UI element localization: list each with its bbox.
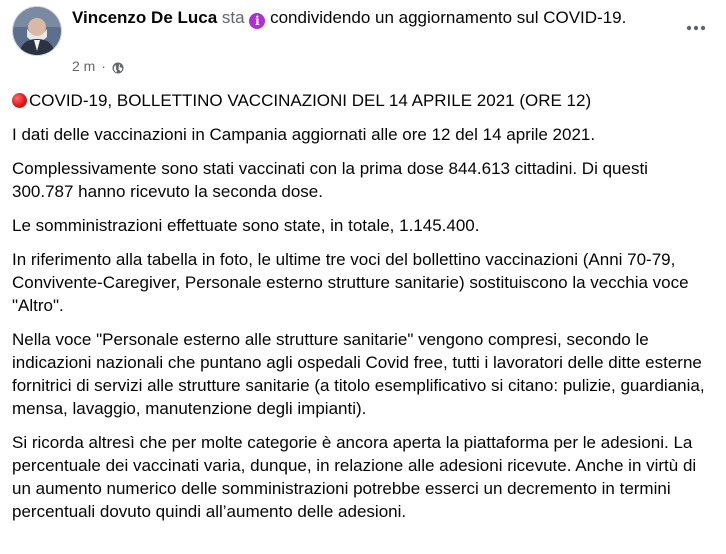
timestamp[interactable]: 2 m bbox=[72, 58, 96, 74]
globe-icon[interactable] bbox=[112, 60, 124, 78]
paragraph-3: Le somministrazioni effettuate sono state, in totale, 1.145.400. bbox=[12, 216, 480, 235]
paragraph-6: Si ricorda altresì che per molte categorie è ancora aperta la piattaforma per le adesioni. La percentuale dei vaccinati varia, dunque, in relazione alle adesioni ricevute. Anche in virtù di un aumento numerico delle somministrazioni potrebbe esserci un decremento in termini percentuali dovuto quindi all’aumento delle adesioni. bbox=[12, 433, 697, 521]
status-verb: sta bbox=[221, 8, 245, 27]
paragraph-2: Complessivamente sono stati vaccinati con la prima dose 844.613 cittadini. Di questi 300.787 hanno ricevuto la seconda dose. bbox=[12, 159, 648, 201]
info-icon: i bbox=[249, 13, 265, 29]
author-name[interactable]: Vincenzo De Luca bbox=[72, 8, 218, 27]
post-meta bbox=[72, 57, 124, 78]
more-dots-icon[interactable] bbox=[678, 10, 714, 46]
meta-separator: · bbox=[101, 58, 106, 74]
paragraph-1: I dati delle vaccinazioni in Campania aggiornati alle ore 12 del 14 aprile 2021. bbox=[12, 125, 596, 144]
feeling-text: condividendo un aggiornamento sul COVID-19. bbox=[270, 8, 627, 27]
post-body bbox=[12, 89, 714, 534]
paragraph-4: In riferimento alla tabella in foto, le ultime tre voci del bollettino vaccinazioni (Anni 70-79, Convivente-Caregiver, Personale esterno strutture sanitarie) sostituiscono la vecchia voce "Altro". bbox=[12, 250, 689, 315]
post-title: COVID-19, BOLLETTINO VACCINAZIONI DEL 14 APRILE 2021 (ORE 12) bbox=[29, 91, 592, 110]
red-circle-icon bbox=[12, 93, 27, 108]
paragraph-5: Nella voce "Personale esterno alle strutture sanitarie" vengono compresi, secondo le indicazioni nazionali che puntano agli ospedali Covid free, tutti i lavoratori delle ditte esterne fornitrici di servizi alle strutture sanitarie (a titolo esemplificativo si citano: pulizie, guardiania, mensa, lavaggio, manutenzione degli impianti). bbox=[12, 330, 705, 418]
avatar[interactable] bbox=[12, 6, 62, 56]
post-title-line bbox=[12, 89, 714, 112]
header-text bbox=[72, 6, 686, 30]
